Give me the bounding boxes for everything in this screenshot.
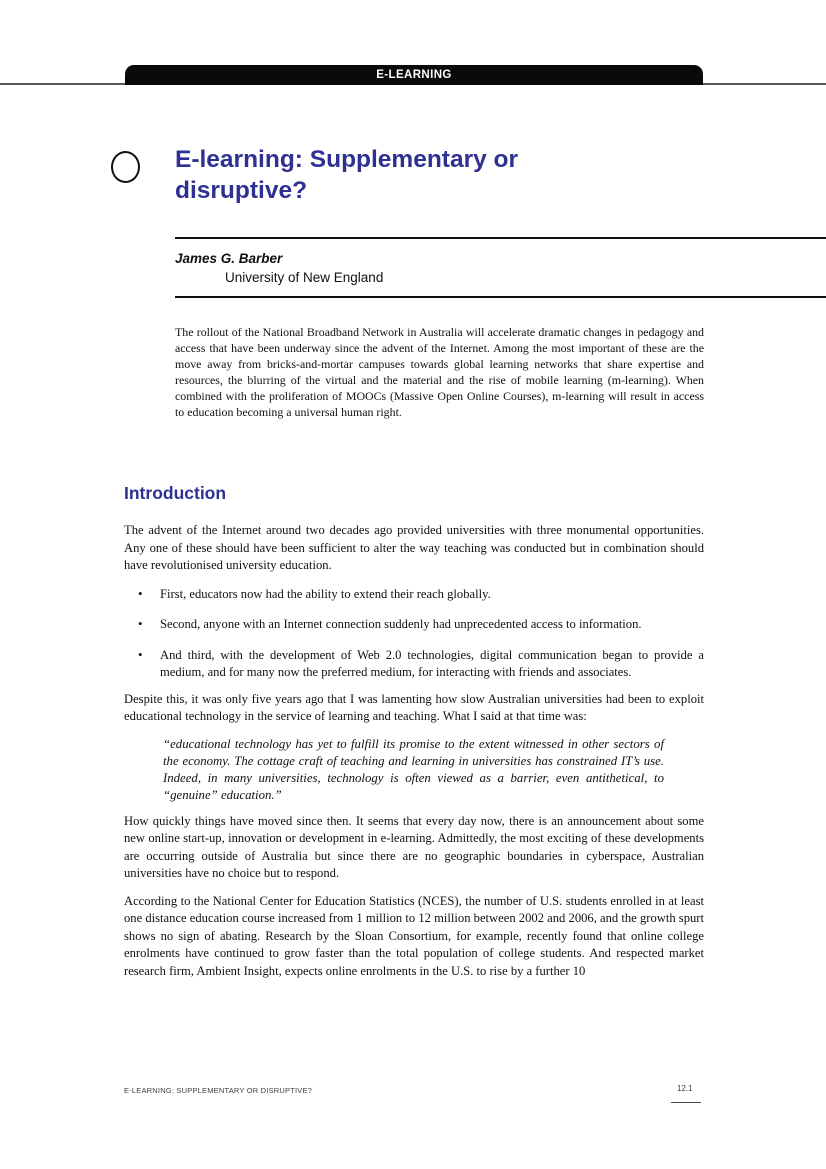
running-head-tab xyxy=(125,65,703,85)
bullet-dot-icon: • xyxy=(138,585,143,601)
bullet-text: First, educators now had the ability to extend their reach globally. xyxy=(160,586,491,601)
footer-page-number-rule xyxy=(671,1102,701,1103)
section-heading-introduction: Introduction xyxy=(124,483,227,503)
bullet-list xyxy=(124,586,704,682)
block-quote: “educational technology has yet to fulfill its promise to the extent witnessed in other sectors of the economy. The cottage craft of teaching and learning in universities has constrained IT’s use. Indeed, in many universities, technology is often viewed as a barrier, even antithetical, to “genuine” education.” xyxy=(163,736,664,802)
bullet-item xyxy=(124,647,704,682)
paragraph-how-quickly: How quickly things have moved since then. It seems that every day now, there is an announcement about some new online start-up, innovation or development in e-learning. Admittedly, the most exciting of these developments are occurring outside of Australia but since there are no geographic boundaries in cyberspace, Australian universities have no choice but to respond. xyxy=(124,813,704,880)
chapter-circle-icon xyxy=(111,151,140,183)
abstract-text: The rollout of the National Broadband Network in Australia will accelerate dramatic changes in pedagogy and access that have been underway since the advent of the Internet. Among the most important of these are the move away from bricks-and-mortar campuses towards global learning networks that share expertise and resources, the blurring of the virtual and the material and the rise of mobile learning (m-learning). When combined with the proliferation of MOOCs (Massive Open Online Courses), m-learning will result in access to education becoming a universal human right. xyxy=(175,325,704,419)
paragraph-intro: The advent of the Internet around two decades ago provided universities with three monumental opportunities. Any one of these should have been sufficient to alter the way teaching was conducted but in combination should have revolutionised university education. xyxy=(124,523,704,572)
author-affiliation: University of New England xyxy=(225,270,384,285)
bullet-dot-icon: • xyxy=(138,616,143,631)
running-head-label: E-LEARNING xyxy=(376,69,452,81)
bullet-item xyxy=(124,586,704,604)
footer-running-title: E-LEARNING: SUPPLEMENTARY OR DISRUPTIVE? xyxy=(124,1086,313,1095)
paragraph-nces: According to the National Center for Education Statistics (NCES), the number of U.S. students enrolled in at least one distance education course increased from 1 million to 12 million between 2002 and 2006, and the growth spurt shows no sign of abating. Research by the Sloan Consortium, for example, recently found that online college enrolments have continued to grow faster than the total population of college students. And respected market research firm, Ambient Insight, expects online enrolments in the U.S. to rise by a further 10 xyxy=(124,893,704,978)
bullet-text: Second, anyone with an Internet connection suddenly had unprecedented access to information. xyxy=(160,617,642,631)
author-block-bottom-rule xyxy=(175,296,826,298)
bullet-dot-icon: • xyxy=(138,646,143,662)
article-title: E-learning: Supplementary or disruptive? xyxy=(175,146,519,204)
article-body xyxy=(124,522,704,990)
author-name: James G. Barber xyxy=(175,251,283,266)
bullet-item xyxy=(124,616,704,634)
bullet-text: And third, with the development of Web 2.0 technologies, digital communication began to provide a medium, and for many now the preferred medium, for interacting with friends and associates. xyxy=(160,647,704,679)
paragraph-despite: Despite this, it was only five years ago that I was lamenting how slow Australian universities had been to exploit educational technology in the service of learning and teaching. What I said at that time was: xyxy=(124,691,704,723)
author-block-top-rule xyxy=(175,237,826,239)
footer-page-number: 12.1 xyxy=(677,1084,693,1093)
